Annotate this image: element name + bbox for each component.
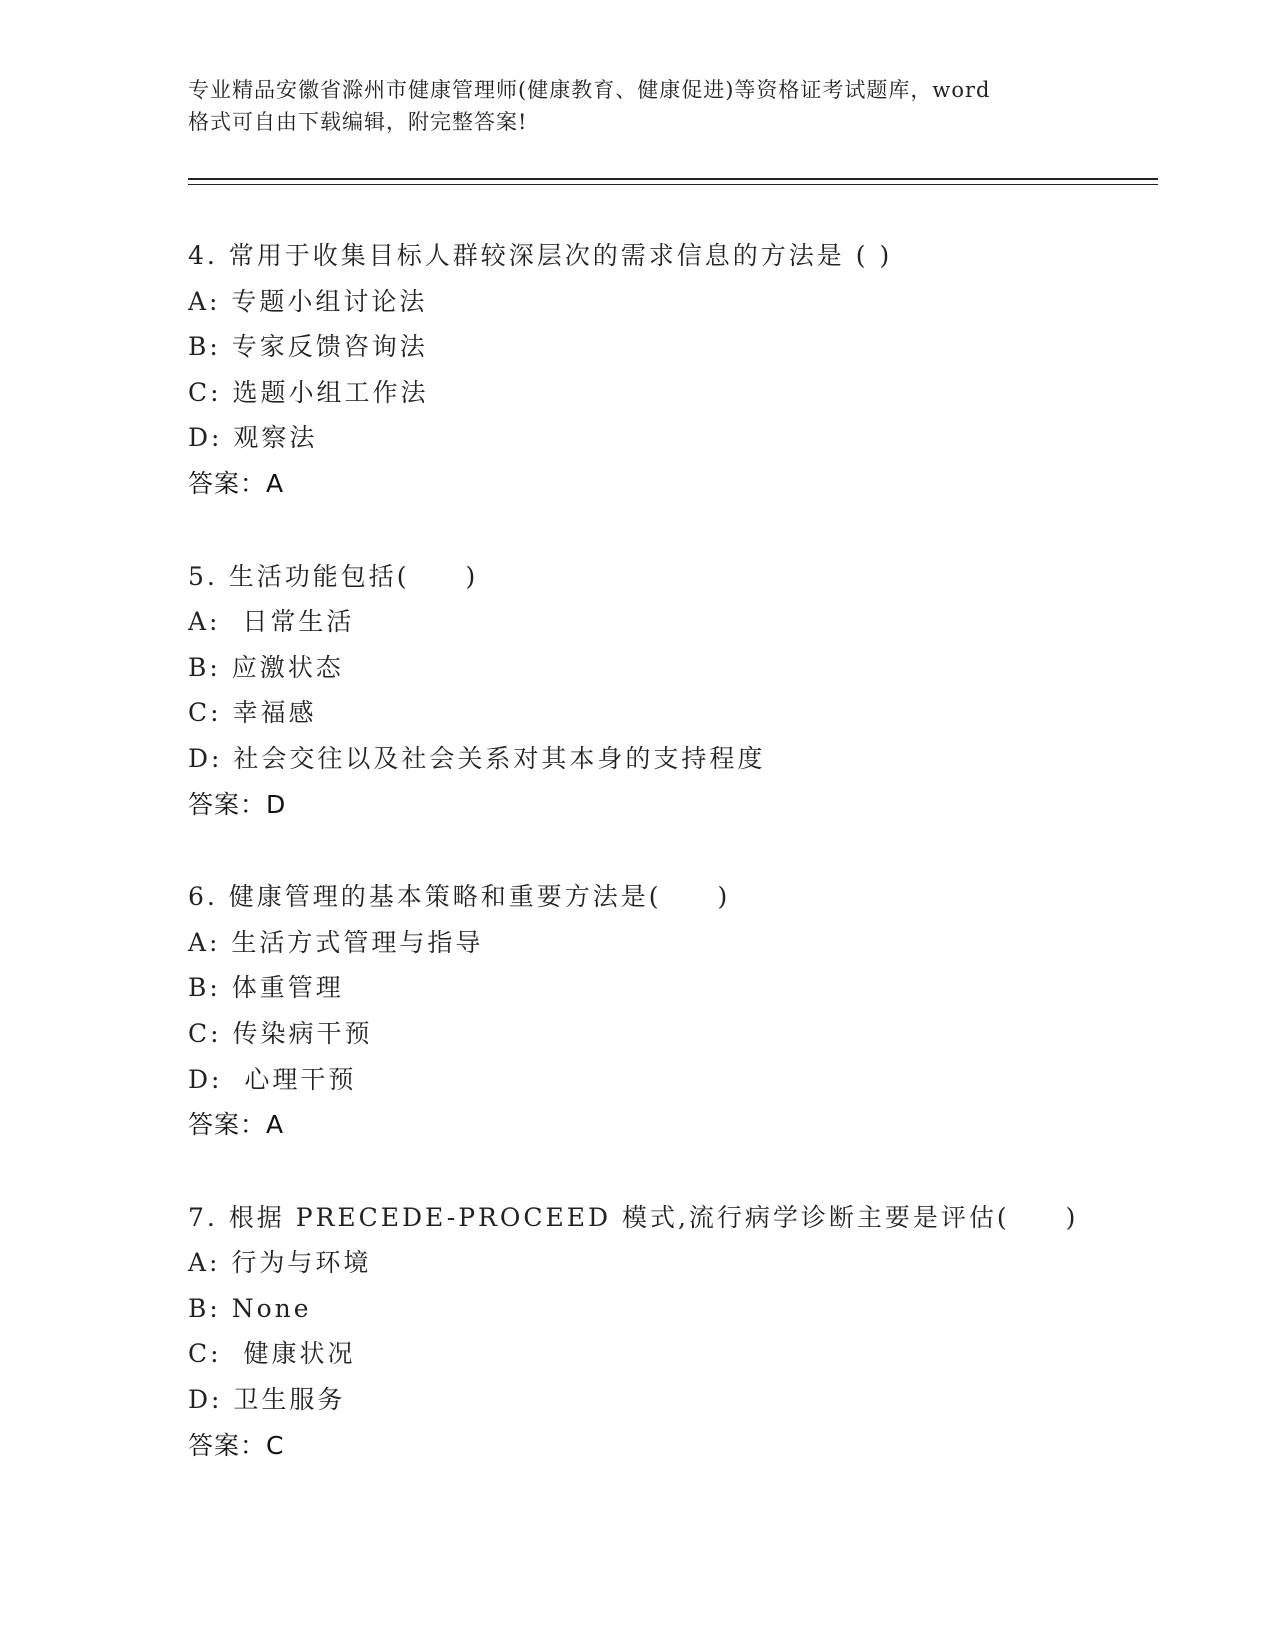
header-divider-thin <box>188 184 1158 185</box>
question-stem: 4. 常用于收集目标人群较深层次的需求信息的方法是 ( ) <box>188 241 893 270</box>
option-a: A: 行为与环境 <box>188 1248 372 1278</box>
header-line-2: 格式可自由下载编辑，附完整答案! <box>188 110 528 134</box>
question-4 <box>188 233 1188 507</box>
question-stem: 7. 根据 PRECEDE-PROCEED 模式,流行病学诊断主要是评估( ) <box>188 1202 1079 1232</box>
option-a: A: 生活方式管理与指导 <box>188 927 484 957</box>
option-a: A: 专题小组讨论法 <box>188 286 428 316</box>
option-c: C: 幸福感 <box>188 698 317 728</box>
option-b: B: 专家反馈咨询法 <box>188 332 428 362</box>
question-6 <box>188 874 1188 1148</box>
option-c: C: 选题小组工作法 <box>188 377 429 407</box>
answer-label: 答案：A <box>188 468 285 498</box>
option-d: D: 社会交往以及社会关系对其本身的支持程度 <box>188 743 766 773</box>
question-7 <box>188 1195 1188 1469</box>
question-list <box>188 233 1188 1515</box>
answer-label: 答案：C <box>188 1430 285 1460</box>
option-c: C: 传染病干预 <box>188 1018 373 1048</box>
header-line-1: 专业精品安徽省滁州市健康管理师(健康教育、健康促进)等资格证考试题库，word <box>188 78 991 102</box>
option-d: D: 观察法 <box>188 423 318 453</box>
option-d: D: 心理干预 <box>188 1064 357 1094</box>
answer-label: 答案：D <box>188 789 287 819</box>
option-b: B: 体重管理 <box>188 973 344 1003</box>
option-a: A: 日常生活 <box>188 607 355 637</box>
document-header <box>188 74 1088 138</box>
option-d: D: 卫生服务 <box>188 1385 346 1415</box>
answer-label: 答案：A <box>188 1110 285 1140</box>
question-5 <box>188 554 1188 828</box>
header-divider-thick <box>188 178 1158 180</box>
option-c: C: 健康状况 <box>188 1339 356 1369</box>
option-b: B: 应激状态 <box>188 652 344 682</box>
option-b: B: None <box>188 1293 312 1323</box>
question-stem: 6. 健康管理的基本策略和重要方法是( ) <box>188 882 731 912</box>
question-stem: 5. 生活功能包括( ) <box>188 561 479 591</box>
